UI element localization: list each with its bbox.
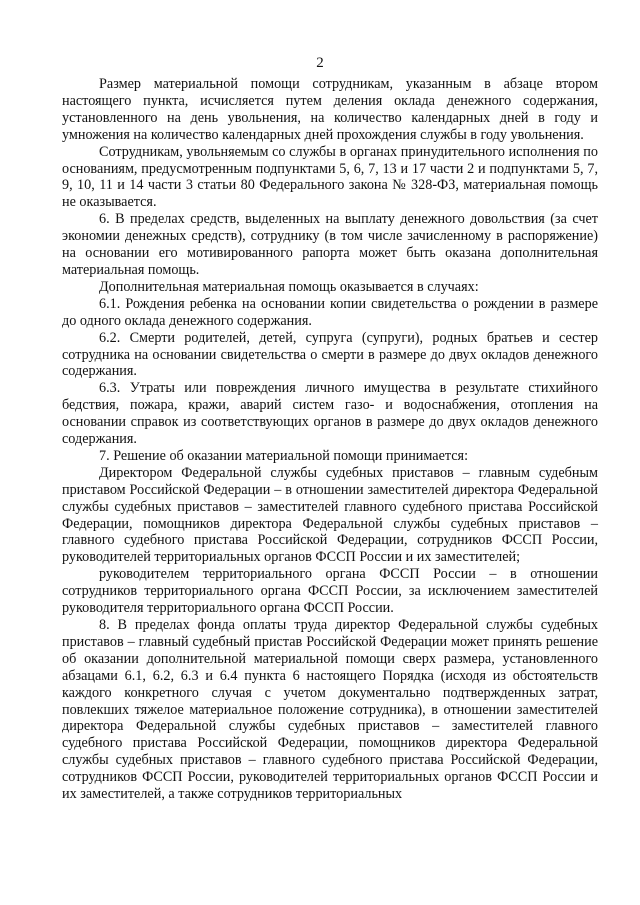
paragraph-item-6-1: 6.1. Рождения ребенка на основании копии свидетельства о рождении в размере до одного оклада денежного содержания. [62, 295, 598, 329]
paragraph-no-aid-cases: Сотрудникам, увольняемым со службы в органах принудительного исполнения по основаниям, предусмотренным подпунктами 5, 6, 7, 13 и 17 части 2 и подпунктами 5, 7, 9, 10, 11 и 14 части 3 статьи 80 Федерального закона № 328-ФЗ, материальная помощь не оказывается. [62, 143, 598, 211]
paragraph-item-6-2: 6.2. Смерти родителей, детей, супруга (супруги), родных братьев и сестер сотрудника на основании свидетельства о смерти в размере до двух окладов денежного содержания. [62, 329, 598, 380]
paragraph-item-8: 8. В пределах фонда оплаты труда директор Федеральной службы судебных приставов – главный судебный пристав Российской Федерации может принять решение об оказании дополнительной материальной помощи сверх размера, установленного абзацами 6.1, 6.2, 6.3 и 6.4 пункта 6 настоящего Порядка (исходя из обстоятельств каждого конкретного случая с учетом документально подтвержденных затрат, повлекших тяжелое материальное положение сотрудника), в отношении заместителей директора Федеральной службы судебных приставов – заместителей главного судебного пристава Российской Федерации, помощников директора Федеральной службы судебных приставов – главного судебного пристава Российской Федерации, сотрудников ФССП России, руководителей территориальных органов ФССП России и их заместителей, а также сотрудников территориальных [62, 617, 598, 803]
paragraph-item-7: 7. Решение об оказании материальной помощи принимается: [99, 447, 469, 464]
paragraph-director-decision: Директором Федеральной службы судебных приставов – главным судебным приставом Российской Федерации – в отношении заместителей директора Федеральной службы судебных приставов – заместителей главного судебного пристава Российской Федерации, помощников директора Федеральной службы судебных приставов – главного судебного пристава Российской Федерации, сотрудников ФССП России, руководителей территориальных органов ФССП России и их заместителей; [62, 464, 598, 566]
paragraph-item-6: 6. В пределах средств, выделенных на выплату денежного довольствия (за счет экономии денежных средств), сотруднику (в том числе зачисленному в распоряжение) на основании его мотивированного рапорта может быть оказана дополнительная материальная помощь. [62, 211, 598, 278]
page-number: 2 [316, 55, 324, 71]
paragraph-additional-aid-cases: Дополнительная материальная помощь оказывается в случаях: [99, 278, 479, 295]
document-body [62, 76, 598, 803]
paragraph-material-aid-size: Размер материальной помощи сотрудникам, указанным в абзаце втором настоящего пункта, исчисляется путем деления оклада денежного содержания, установленного на день увольнения, на количество календарных дней в году и умножения на количество календарных дней прохождения службы в году увольнения. [62, 76, 598, 143]
paragraph-territorial-head-decision: руководителем территориального органа ФССП России – в отношении сотрудников территориального органа ФССП России, за исключением заместителей руководителя территориального органа ФССП России. [62, 566, 598, 617]
paragraph-item-6-3: 6.3. Утраты или повреждения личного имущества в результате стихийного бедствия, пожара, кражи, аварий систем газо- и водоснабжения, отопления на основании справок из соответствующих органов в размере до двух окладов денежного содержания. [62, 380, 598, 448]
